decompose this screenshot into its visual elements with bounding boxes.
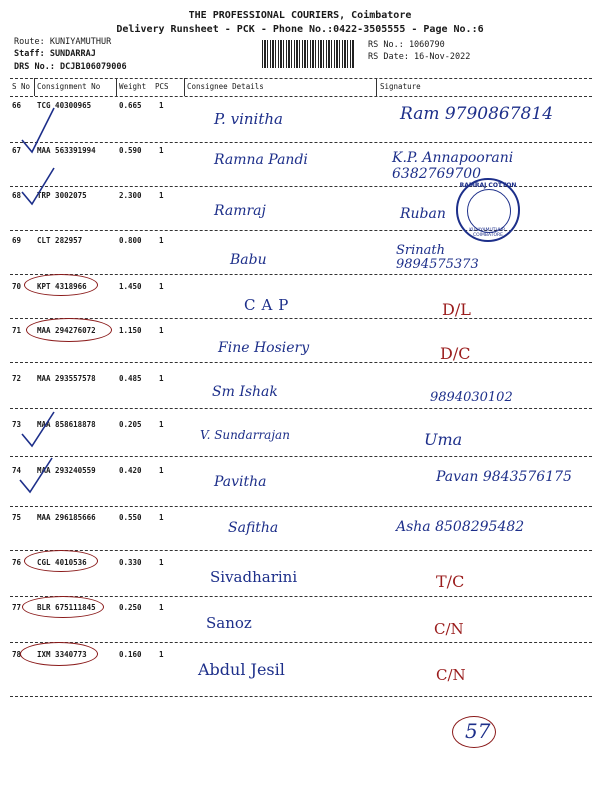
stamp-inner-ring: [467, 189, 511, 233]
consignee-name: V. Sundarrajan: [200, 428, 290, 442]
consignee-name: Ramna Pandi: [214, 152, 308, 168]
row-consignment: BLR 675111845: [37, 603, 96, 612]
check-mark-icon: [20, 410, 56, 450]
consignment-circle: [22, 596, 104, 618]
row-weight: 0.665: [119, 101, 142, 110]
consignee-name: Sm Ishak: [212, 384, 278, 400]
col-divider: [34, 78, 35, 96]
row-sno: 68: [12, 191, 22, 200]
col-divider: [116, 78, 117, 96]
company-title: THE PROFESSIONAL COURIERS, Coimbatore: [188, 10, 412, 21]
row-pcs: 1: [159, 558, 164, 567]
row-divider: [10, 274, 592, 275]
consignee-name: Fine Hosiery: [218, 340, 310, 356]
row-sno: 76: [12, 558, 22, 567]
receiver-signature: D/L: [442, 300, 471, 319]
row-pcs: 1: [159, 603, 164, 612]
rs-date: RS Date: 16-Nov-2022: [368, 52, 471, 62]
header-bottom-rule: [10, 96, 592, 97]
row-pcs: 1: [159, 513, 164, 522]
consignment-circle: [26, 318, 112, 342]
col-signature: Signature: [380, 82, 421, 91]
row-consignment: MAA 293240559: [37, 466, 96, 475]
row-sno: 73: [12, 420, 22, 429]
row-divider: [10, 550, 592, 551]
receiver-signature: 9894030102: [430, 390, 513, 405]
consignee-name: Pavitha: [214, 474, 267, 490]
receiver-signature: T/C: [436, 572, 465, 591]
page-mark-number: 57: [465, 719, 491, 743]
consignee-name: Sivadharini: [210, 568, 298, 586]
row-weight: 1.150: [119, 326, 142, 335]
row-pcs: 1: [159, 101, 164, 110]
consignee-name: Babu: [230, 252, 267, 268]
consignee-name: CAP: [244, 296, 295, 314]
row-divider: [10, 456, 592, 457]
row-sno: 78: [12, 650, 22, 659]
row-pcs: 1: [159, 420, 164, 429]
consignment-circle: [20, 642, 98, 666]
row-sno: 69: [12, 236, 22, 245]
row-pcs: 1: [159, 282, 164, 291]
barcode: [262, 40, 354, 68]
check-mark-icon: [20, 166, 56, 206]
consignment-circle: [24, 550, 98, 572]
rs-number: RS No.: 1060790: [368, 40, 445, 50]
col-consignee: Consignee Details: [187, 82, 264, 91]
row-sno: 71: [12, 326, 22, 335]
row-sno: 77: [12, 603, 22, 612]
row-weight: 2.300: [119, 191, 142, 200]
row-weight: 0.800: [119, 236, 142, 245]
row-pcs: 1: [159, 466, 164, 475]
consignee-name: Safitha: [228, 520, 279, 536]
receiver-signature: Ruban: [400, 206, 446, 222]
row-sno: 72: [12, 374, 22, 383]
row-weight: 0.485: [119, 374, 142, 383]
drs-label: DRS No.: DCJB106079006: [14, 62, 127, 72]
row-consignment: IXM 3340773: [37, 650, 87, 659]
row-divider: [10, 318, 592, 319]
row-consignment: MAA 858618878: [37, 420, 96, 429]
row-consignment: TCG 40300965: [37, 101, 92, 110]
consignee-name: Sanoz: [206, 614, 252, 632]
col-sno: S No: [12, 82, 31, 91]
row-divider: [10, 506, 592, 507]
staff-label: Staff: SUNDARRAJ: [14, 49, 96, 59]
consignee-name: P. vinitha: [214, 110, 283, 128]
row-weight: 0.250: [119, 603, 142, 612]
row-divider: [10, 696, 592, 697]
col-divider: [184, 78, 185, 96]
receiver-signature: C/N: [436, 666, 466, 684]
receiver-signature: Srinath 9894575373: [396, 243, 479, 272]
row-pcs: 1: [159, 191, 164, 200]
row-weight: 0.205: [119, 420, 142, 429]
page-mark: [452, 716, 496, 748]
header-top-rule: [10, 78, 592, 79]
receiver-signature: Asha 8508295482: [396, 519, 525, 535]
row-weight: 1.450: [119, 282, 142, 291]
consignee-name: Abdul Jesil: [198, 660, 285, 679]
row-sno: 70: [12, 282, 22, 291]
row-consignment: TRP 3002075: [37, 191, 87, 200]
check-mark-icon: [20, 106, 56, 154]
receiver-signature: C/N: [434, 620, 464, 638]
row-weight: 0.160: [119, 650, 142, 659]
receiver-signature: K.P. Annapoorani 6382769700: [392, 150, 514, 182]
runsheet-subtitle: Delivery Runsheet - PCK - Phone No.:0422-3505555 - Page No.:6: [116, 24, 484, 35]
row-divider: [10, 408, 592, 409]
receiver-signature: Uma: [424, 430, 463, 449]
row-weight: 0.550: [119, 513, 142, 522]
row-consignment: MAA 294276072: [37, 326, 96, 335]
row-consignment: MAA 296185666: [37, 513, 96, 522]
row-weight: 0.420: [119, 466, 142, 475]
consignment-circle: [24, 274, 98, 296]
row-consignment: CGL 4010536: [37, 558, 87, 567]
receiver-signature: Ram 9790867814: [400, 104, 554, 124]
col-weight: Weight: [119, 82, 147, 91]
row-weight: 0.590: [119, 146, 142, 155]
row-sno: 66: [12, 101, 22, 110]
consignee-name: Ramraj: [214, 203, 266, 219]
row-divider: [10, 142, 592, 143]
receiver-signature: D/C: [440, 344, 471, 363]
receiver-signature: Pavan 9843576175: [436, 469, 572, 485]
row-divider: [10, 642, 592, 643]
route-label: Route: KUNIYAMUTHUR: [14, 37, 112, 47]
row-divider: [10, 362, 592, 363]
row-pcs: 1: [159, 146, 164, 155]
row-pcs: 1: [159, 326, 164, 335]
row-pcs: 1: [159, 236, 164, 245]
stamp-top-text: RAMRAJ COTTON: [459, 182, 517, 189]
col-pcs: PCS: [155, 82, 169, 91]
row-consignment: CLT 282957: [37, 236, 83, 245]
col-divider: [376, 78, 377, 96]
row-pcs: 1: [159, 374, 164, 383]
row-sno: 75: [12, 513, 22, 522]
row-pcs: 1: [159, 650, 164, 659]
row-consignment: KPT 4318966: [37, 282, 87, 291]
company-stamp: [456, 178, 520, 242]
stamp-bottom-text: KUNIYAMUTHUR, COIMBATORE: [469, 228, 507, 238]
col-consignment: Consignment No: [37, 82, 101, 91]
check-mark-icon: [18, 456, 54, 496]
row-consignment: MAA 293557578: [37, 374, 96, 383]
row-weight: 0.330: [119, 558, 142, 567]
row-divider: [10, 596, 592, 597]
row-sno: 74: [12, 466, 22, 475]
row-sno: 67: [12, 146, 22, 155]
row-consignment: MAA 563391994: [37, 146, 96, 155]
